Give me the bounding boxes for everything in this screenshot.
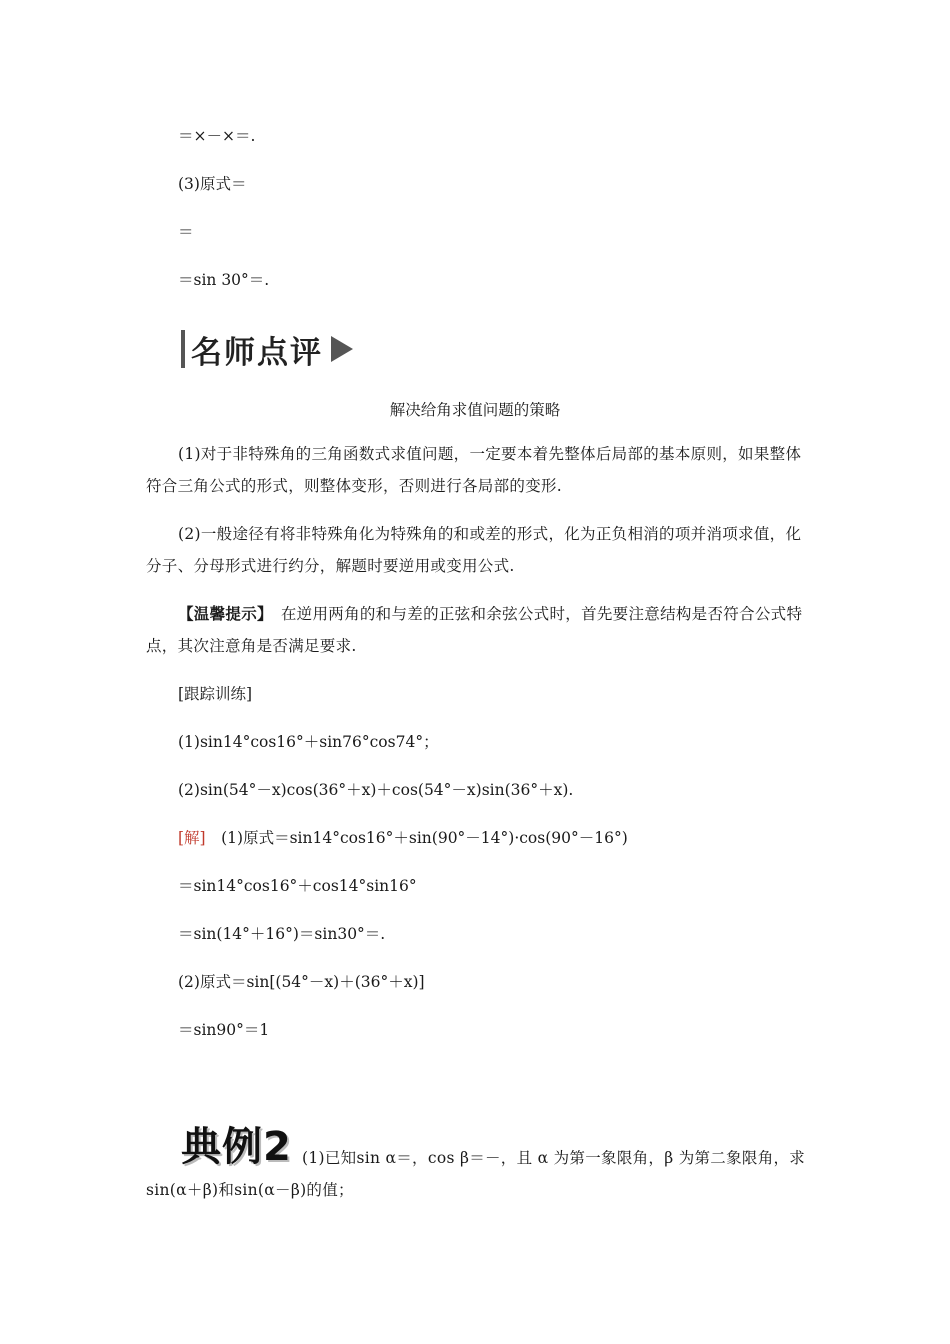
example-text: (1)已知sin α＝，cos β＝－，且 α 为第一象限角，β 为第二象限角，求sin(α＋β)和sin(α－β)的值；	[146, 1149, 806, 1199]
formula-line: (3)原式＝	[178, 175, 247, 193]
solution-text: (1)原式＝sin14°cos16°＋sin(90°－14°)·cos(90°－16°)	[221, 829, 628, 847]
tip-paragraph	[146, 598, 814, 662]
strategy-paragraph: (2)一般途径有将非特殊角化为特殊角的和或差的形式，化为正负相消的项并消项求值，化分子、分母形式进行约分，解题时要逆用或变用公式.	[146, 525, 802, 575]
solution-first-line	[178, 828, 628, 848]
section-heading-text: 名师点评	[191, 334, 323, 371]
solution-line: ＝sin90°＝1	[178, 1021, 270, 1039]
practice-problem: (2)sin(54°－x)cos(36°＋x)＋cos(54°－x)sin(36°＋x).	[178, 781, 574, 799]
tip-text: 在逆用两角的和与差的正弦和余弦公式时，首先要注意结构是否符合公式特点，其次注意角是否满足要求.	[146, 605, 803, 655]
practice-title: [跟踪训练]	[178, 685, 253, 703]
solution-line: ＝sin14°cos16°＋cos14°sin16°	[178, 877, 417, 895]
tip-label: 【温馨提示】	[178, 604, 266, 623]
formula-line: ＝	[178, 223, 194, 241]
solution-label: [解]	[178, 829, 206, 847]
play-arrow-icon	[331, 336, 353, 362]
strategy-paragraph: (1)对于非特殊角的三角函数式求值问题，一定要本着先整体后局部的基本原则，如果整体符合三角公式的形式，则整体变形，否则进行各局部的变形.	[146, 445, 802, 495]
practice-problem: (1)sin14°cos16°＋sin76°cos74°；	[178, 733, 439, 751]
solution-line: ＝sin(14°＋16°)＝sin30°＝.	[178, 925, 386, 943]
formula-line: ＝×－×＝.	[178, 127, 256, 145]
section-heading	[181, 330, 353, 371]
example-heading: 典例2	[181, 1115, 292, 1172]
formula-line: ＝sin 30°＝.	[178, 271, 270, 289]
strategy-title: 解决给角求值问题的策略	[389, 401, 561, 419]
heading-bar-mark	[181, 330, 185, 368]
solution-line: (2)原式＝sin[(54°－x)＋(36°＋x)]	[178, 973, 425, 991]
